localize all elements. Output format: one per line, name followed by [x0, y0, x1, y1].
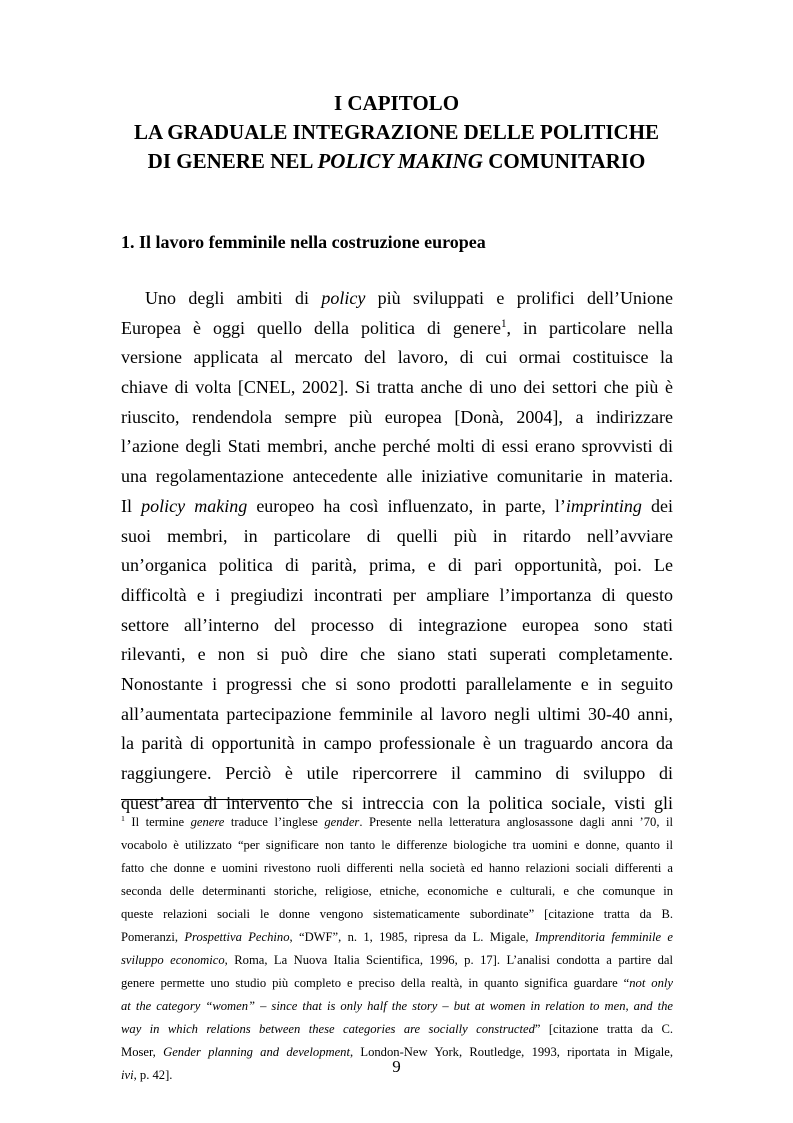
footnote-line: $^1$ Il termine genere traduce l’inglese gender. Presente nella letteratura anglosassone dagli anni ’70, il: [121, 813, 673, 829]
body-line: all’aumentata partecipazione femminile al lavoro negli ultimi 30-40 anni,: [121, 703, 673, 724]
section-title: 1. Il lavoro femminile nella costruzione europea: [121, 232, 486, 252]
body-line: Il policy making europeo ha così influenzato, in parte, l’imprinting dei: [121, 495, 673, 516]
footnote-line: sviluppo economico, Roma, La Nuova Italia Scientifica, 1996, p. 17]. L’analisi condotta a partire dal: [121, 953, 674, 967]
footnote-line: fatto che donne e uomini rivestono ruoli differenti nella società ed hanno relazioni sociali differenti a: [121, 861, 673, 875]
chapter-heading: [80, 89, 713, 176]
page-number: 9: [392, 1057, 401, 1076]
chapter-label: I CAPITOLO: [333, 91, 460, 115]
body-line: difficoltà e i pregiudizi incontrati per ampliare l’importanza di questo: [121, 584, 673, 605]
chapter-title-line-1: LA GRADUALE INTEGRAZIONE DELLE POLITICHE: [133, 120, 660, 144]
footnote-line: way in which relations between these categories are socially constructed” [citazione tratta da C.: [121, 1022, 673, 1036]
footnote-line: Pomeranzi, Prospettiva Pechino, “DWF”, n. 1, 1985, ripresa da L. Migale, Imprenditoria femminile e: [121, 930, 673, 944]
footnote-line: seconda delle determinanti storiche, religiose, etniche, economiche e culturali, e che comunque in: [121, 884, 673, 898]
body-line: una regolamentazione antecedente alle iniziative comunitarie in materia.: [121, 466, 673, 487]
body-line: la parità di opportunità in campo professionale è un traguardo ancora da: [121, 733, 673, 754]
footnote-line: genere permette uno studio più completo e preciso della realtà, in quanto significa guardare “not only: [121, 976, 673, 990]
body-line: suoi membri, in particolare di quelli più in ritardo nell’avviare: [121, 525, 673, 546]
body-line: raggiungere. Perciò è utile ripercorrere il cammino di sviluppo di: [121, 763, 673, 783]
body-line: un’organica politica di parità, prima, e di pari opportunità, poi. Le: [121, 555, 673, 576]
body-line: rilevanti, e non si può dire che siano stati superati completamente.: [121, 644, 673, 665]
body-line: riuscito, rendendola sempre più europea [Donà, 2004], a indirizzare: [121, 406, 673, 427]
body-line: versione applicata al mercato del lavoro, di cui ormai costituisce la: [121, 347, 673, 368]
chapter-title-line-2: DI GENERE NEL POLICY MAKING COMUNITARIO: [147, 149, 646, 173]
body-line: chiave di volta [CNEL, 2002]. Si tratta anche di uno dei settori che più è: [121, 377, 673, 398]
footnote: [121, 811, 673, 1087]
footnote-line: queste relazioni sociali le donne vengono sistematicamente subordinate” [citazione tratta da B.: [121, 907, 673, 921]
body-line: Nonostante i progressi che si sono prodotti parallelamente e in seguito: [121, 673, 673, 694]
footnote-separator: [121, 799, 313, 800]
footnote-line: Moser, Gender planning and development, London-New York, Routledge, 1993, riportata in Migale,: [121, 1045, 673, 1059]
body-paragraph: [121, 284, 673, 818]
body-line: quest’area di intervento che si intreccia con la politica sociale, visti gli: [121, 792, 673, 813]
body-line: settore all’interno del processo di integrazione europea sono stati: [121, 614, 673, 635]
footnote-line: vocabolo è utilizzato “per significare non tanto le differenze biologiche tra uomini e donne, quanto il: [121, 838, 673, 852]
body-line: l’azione degli Stati membri, anche perché molti di essi erano sprovvisti di: [121, 436, 673, 457]
footnote-number: 1: [121, 813, 125, 823]
footnote-line: ivi, p. 42].: [121, 1068, 173, 1082]
body-line: Uno degli ambiti di policy più sviluppati e prolifici dell’Unione: [145, 288, 673, 308]
footnote-ref[interactable]: 1: [500, 317, 507, 330]
body-line: Europea è oggi quello della politica di genere$^1$, in particolare nella: [121, 317, 673, 338]
footnote-line: at the category “women” – since that is only half the story – but at women in relation to men, and the: [121, 999, 673, 1013]
